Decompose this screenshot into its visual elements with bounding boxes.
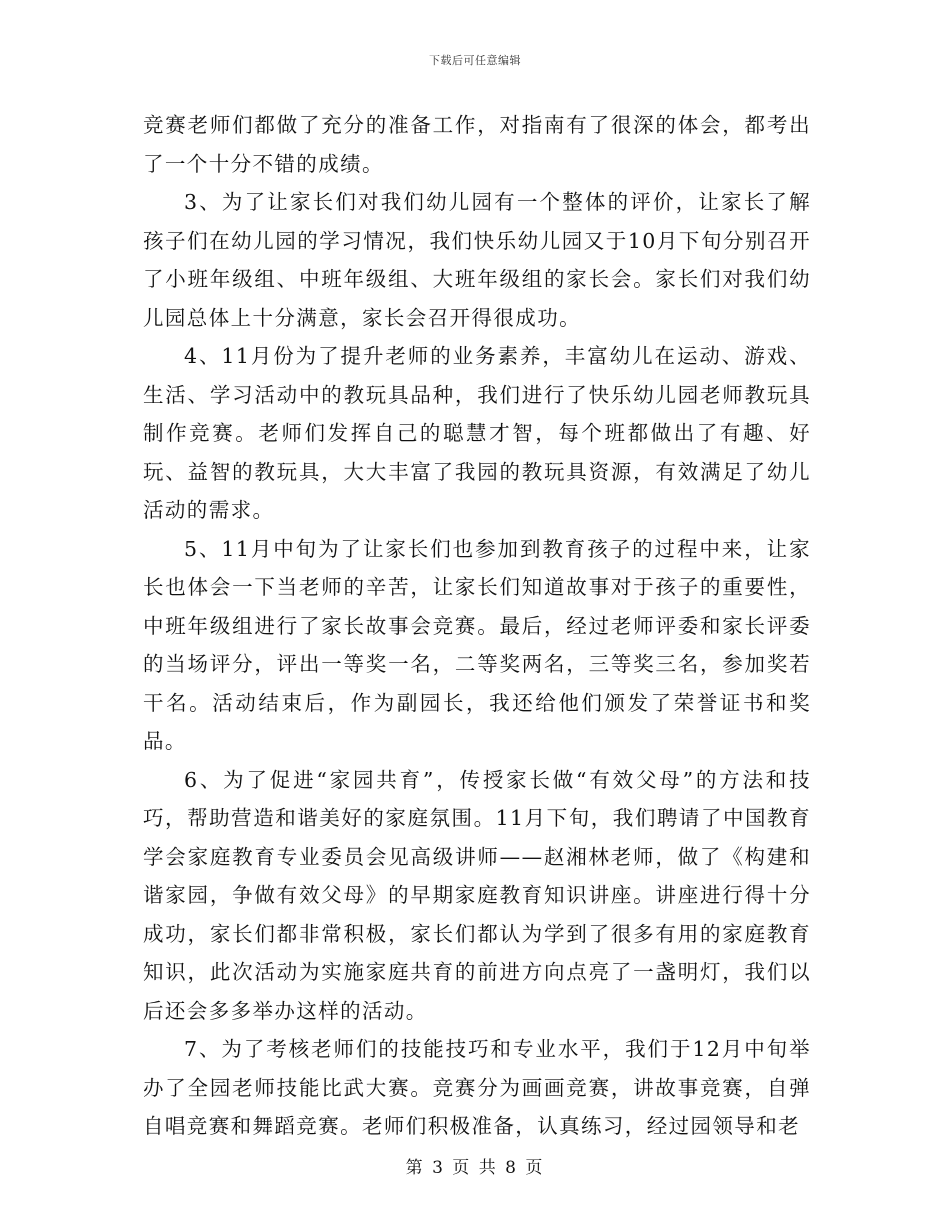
document-body [143,106,811,1146]
page-header: 下载后可任意编辑 [429,54,521,67]
paragraph-item-4: 4、11月份为了提升老师的业务素养，丰富幼儿在运动、游戏、生活、学习活动中的教玩具品种，我们进行了快乐幼儿园老师教玩具制作竞赛。老师们发挥自己的聪慧才智，每个班都做出了有趣、好玩、益智的教玩具，大大丰富了我园的教玩具资源，有效满足了幼儿活动的需求。 [143,344,811,522]
paragraph-continuation: 竞赛老师们都做了充分的准备工作，对指南有了很深的体会，都考出了一个十分不错的成绩。 [143,113,811,176]
paragraph-item-3: 3、为了让家长们对我们幼儿园有一个整体的评价，让家长了解孩子们在幼儿园的学习情况，我们快乐幼儿园又于10月下旬分别召开了小班年级组、中班年级组、大班年级组的家长会。家长们对我们幼儿园总体上十分满意，家长会召开得很成功。 [143,190,811,330]
paragraph-item-5: 5、11月中旬为了让家长们也参加到教育孩子的过程中来，让家长也体会一下当老师的辛苦，让家长们知道故事对于孩子的重要性，中班年级组进行了家长故事会竞赛。最后，经过老师评委和家长评委的当场评分，评出一等奖一名，二等奖两名，三等奖三名，参加奖若干名。活动结束后，作为副园长，我还给他们颁发了荣誉证书和奖品。 [143,536,811,753]
paragraph-item-6: 6、为了促进“家园共育”，传授家长做“有效父母”的方法和技巧，帮助营造和谐美好的家庭氛围。11月下旬，我们聘请了中国教育学会家庭教育专业委员会见高级讲师——赵湘林老师，做了《构建和谐家园，争做有效父母》的早期家庭教育知识讲座。讲座进行得十分成功，家长们都非常积极，家长们都认为学到了很多有用的家庭教育知识，此次活动为实施家庭共育的前进方向点亮了一盏明灯，我们以后还会多多举办这样的活动。 [143,767,811,1023]
paragraph-item-7: 7、为了考核老师们的技能技巧和专业水平，我们于12月中旬举办了全园老师技能比武大赛。竞赛分为画画竞赛，讲故事竞赛，自弹自唱竞赛和舞蹈竞赛。老师们积极准备，认真练习，经过园领导和老 [143,1037,811,1138]
page-number-footer: 第 3 页 共 8 页 [405,1158,545,1178]
